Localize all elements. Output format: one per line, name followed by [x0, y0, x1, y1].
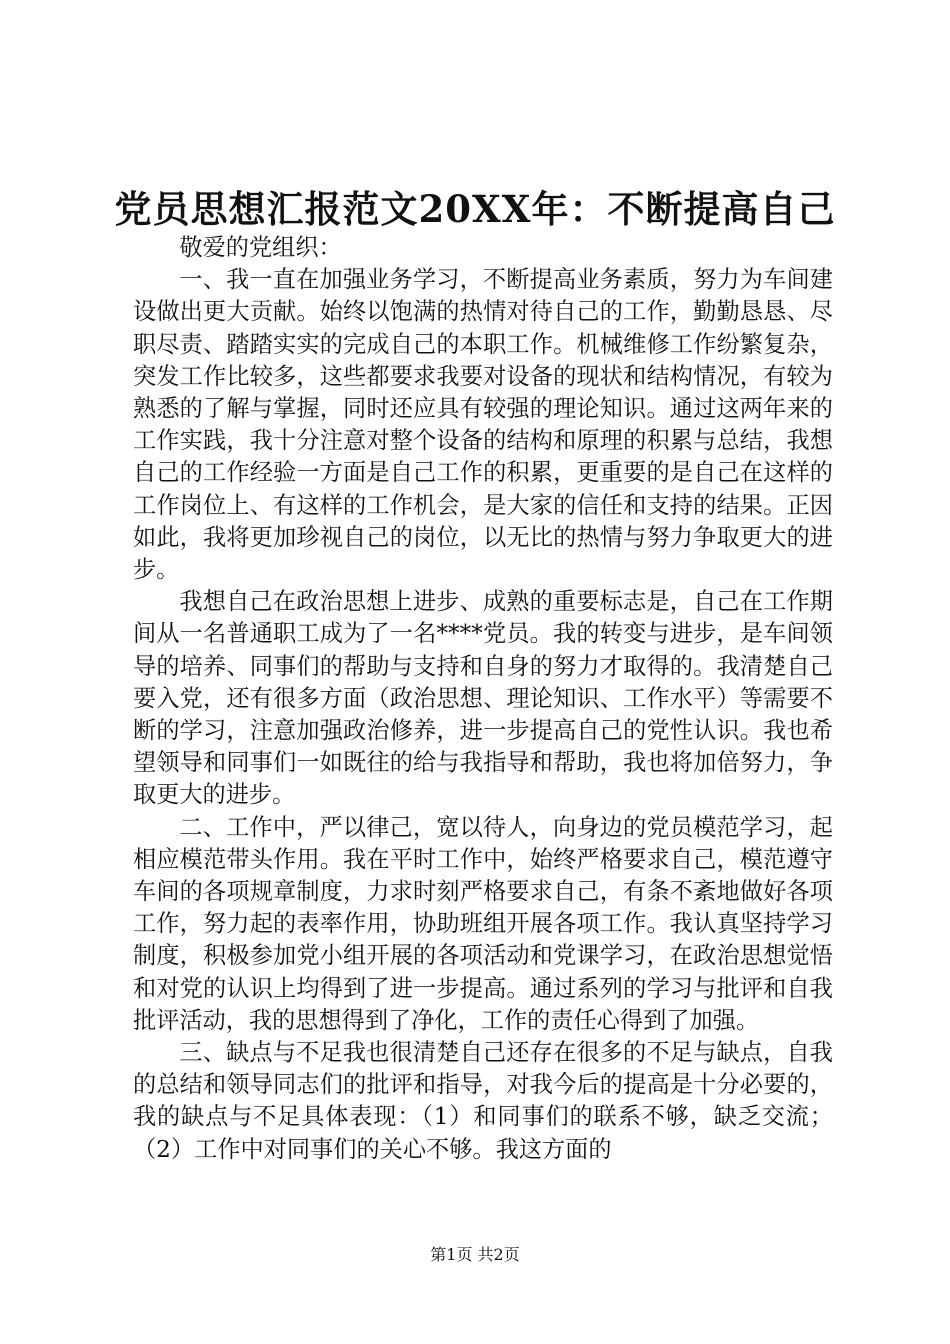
- document-body: [133, 232, 833, 1166]
- salutation: 敬爱的党组织：: [179, 234, 342, 261]
- paragraph-1: 一、我一直在加强业务学习，不断提高业务素质，努力为车间建设做出更大贡献。始终以饱满的热情对待自己的工作，勤勤恳恳、尽职尽责、踏踏实实的完成自己的本职工作。机械维修工作纷繁复杂，突发工作比较多，这些都要求我要对设备的现状和结构情况，有较为熟悉的了解与掌握，同时还应具有较强的理论知识。通过这两年来的工作实践，我十分注意对整个设备的结构和原理的积累与总结，我想自己的工作经验一方面是自己工作的积累，更重要的是自己在这样的工作岗位上、有这样的工作机会，是大家的信任和支持的结果。正因如此，我将更加珍视自己的岗位，以无比的热情与努力争取更大的进步。: [133, 266, 833, 584]
- document-title: 党员思想汇报范文20XX年：不断提高自己: [114, 187, 836, 231]
- page-number-footer: 第1页 共2页: [430, 1245, 520, 1264]
- paragraph-3: 二、工作中，严以律己，宽以待人，向身边的党员模范学习，起相应模范带头作用。我在平时工作中，始终严格要求自己，模范遵守车间的各项规章制度，力求时刻严格要求自己，有条不紊地做好各项工作，努力起的表率作用，协助班组开展各项工作。我认真坚持学习制度，积极参加党小组开展的各项活动和党课学习，在政治思想觉悟和对党的认识上均得到了进一步提高。通过系列的学习与批评和自我批评活动，我的思想得到了净化，工作的责任心得到了加强。: [133, 813, 833, 1034]
- paragraph-2: 我想自己在政治思想上进步、成熟的重要标志是，自己在工作期间从一名普通职工成为了一名****党员。我的转变与进步，是车间领导的培养、同事们的帮助与支持和自身的努力才取得的。我清楚自己要入党，还有很多方面（政治思想、理论知识、工作水平）等需要不断的学习，注意加强政治修养，进一步提高自己的党性认识。我也希望领导和同事们一如既往的给与我指导和帮助，我也将加倍努力，争取更大的进步。: [133, 588, 833, 809]
- paragraph-4: 三、缺点与不足我也很清楚自己还存在很多的不足与缺点，自我的总结和领导同志们的批评和指导，对我今后的提高是十分必要的，我的缺点与不足具体表现：（1）和同事们的联系不够，缺乏交流；（2）工作中对同事们的关心不够。我这方面的: [133, 1039, 833, 1163]
